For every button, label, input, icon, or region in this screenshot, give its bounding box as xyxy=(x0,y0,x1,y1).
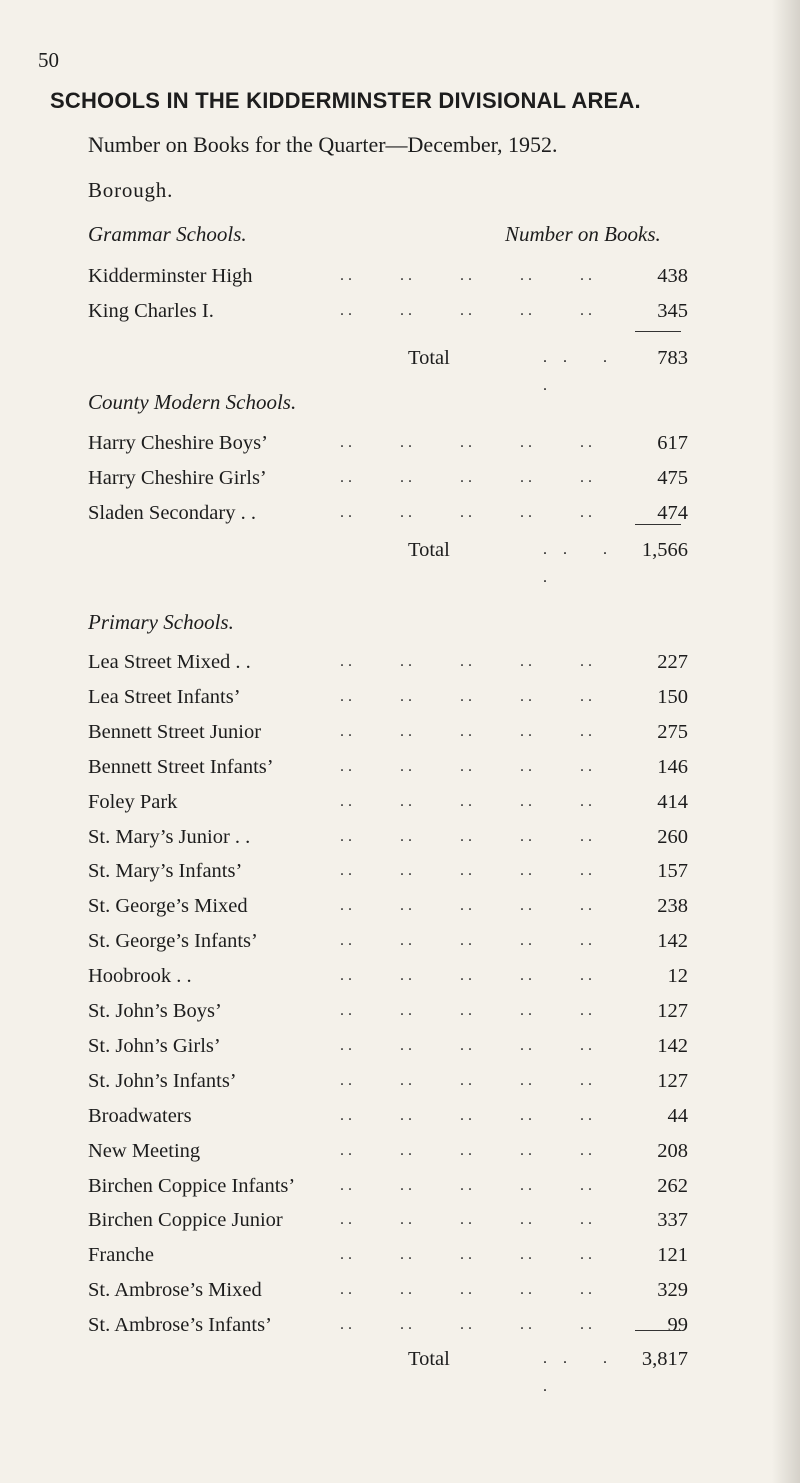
table-row xyxy=(88,297,688,325)
table-row xyxy=(88,429,688,457)
table-row xyxy=(88,1032,688,1060)
leader-dots: . . . . . . . . . . xyxy=(340,1036,592,1054)
leader-dots: . . . . . . . . . . xyxy=(340,722,592,740)
school-name: St. Ambrose’s Mixed xyxy=(88,1279,262,1302)
leader-dots: . . . . . . . . . . xyxy=(340,862,592,880)
leader-dots: . . . . . . . . . . xyxy=(340,687,592,705)
school-count: 44 xyxy=(667,1104,688,1127)
leader-dots: . . . . . . . . . . xyxy=(340,1211,592,1229)
leader-dots: . . . . xyxy=(543,349,613,394)
table-row xyxy=(88,683,688,711)
document-heading: SCHOOLS IN THE KIDDERMINSTER DIVISIONAL AREA. xyxy=(50,88,641,113)
leader-dots: . . . . . . . . . . xyxy=(340,1071,592,1089)
leader-dots: . . . . xyxy=(543,541,613,586)
school-count: 617 xyxy=(657,432,688,454)
school-count: 208 xyxy=(657,1139,688,1162)
section-title-county-modern: County Modern Schools. xyxy=(88,390,297,414)
table-row xyxy=(88,788,688,816)
table-row xyxy=(88,962,688,990)
school-name: New Meeting xyxy=(88,1139,201,1162)
leader-dots: . . . . . . . . . . xyxy=(340,827,592,845)
school-name: Kidderminster High xyxy=(88,265,253,287)
school-count: 157 xyxy=(657,860,688,883)
school-name: St. John’s Girls’ xyxy=(88,1034,221,1057)
table-row xyxy=(88,262,688,290)
school-name: St. Ambrose’s Infants’ xyxy=(88,1314,272,1337)
total-label: Total xyxy=(408,347,450,369)
total-rule xyxy=(635,331,681,332)
school-name: Bennett Street Infants’ xyxy=(88,755,274,778)
table-row xyxy=(88,892,688,920)
table-row xyxy=(88,997,688,1025)
school-name: Franche xyxy=(88,1244,155,1267)
school-name: Lea Street Mixed . . xyxy=(88,651,251,673)
leader-dots: . . . . . . . . . . xyxy=(340,653,592,670)
school-count: 345 xyxy=(657,300,688,322)
school-count: 438 xyxy=(657,265,688,287)
school-count: 121 xyxy=(657,1244,688,1267)
table-row xyxy=(88,718,688,746)
school-name: Hoobrook . . xyxy=(88,965,192,988)
table-row xyxy=(88,1067,688,1095)
school-name: Birchen Coppice Infants’ xyxy=(88,1174,296,1197)
table-row xyxy=(88,1241,688,1269)
school-count: 329 xyxy=(657,1279,688,1302)
school-count: 127 xyxy=(657,1069,688,1092)
total-row xyxy=(88,344,688,394)
document-subheading: Number on Books for the Quarter—December, 1952. xyxy=(88,132,558,157)
table-row xyxy=(88,857,688,885)
table-row xyxy=(88,927,688,955)
school-count: 146 xyxy=(657,755,688,778)
page-edge-shadow xyxy=(772,0,800,1483)
school-count: 414 xyxy=(657,790,688,813)
school-name: St. George’s Mixed xyxy=(88,895,248,918)
school-count: 238 xyxy=(657,895,688,918)
leader-dots: . . . . . . . . . . xyxy=(340,469,592,486)
school-count: 474 xyxy=(657,502,688,524)
school-name: St. Mary’s Junior . . xyxy=(88,825,251,848)
leader-dots: . . . . . . . . . . xyxy=(340,1246,592,1264)
leader-dots: . . . . . . . . . . xyxy=(340,302,592,319)
table-row xyxy=(88,1102,688,1130)
total-label: Total xyxy=(408,539,450,561)
total-row xyxy=(88,1345,688,1395)
number-on-books-header: Number on Books. xyxy=(505,222,661,246)
table-row xyxy=(88,823,688,851)
total-row xyxy=(88,536,688,586)
leader-dots: . . . . . . . . . . xyxy=(340,504,592,521)
school-count: 99 xyxy=(667,1314,688,1337)
section-title-primary: Primary Schools. xyxy=(88,610,234,634)
school-name: Bennett Street Junior xyxy=(88,720,262,743)
school-count: 337 xyxy=(657,1209,688,1232)
section-title-grammar: Grammar Schools. xyxy=(88,222,247,246)
leader-dots: . . . . . . . . . . xyxy=(340,1281,592,1299)
school-count: 227 xyxy=(657,651,688,673)
leader-dots: . . . . . . . . . . xyxy=(340,1002,592,1019)
school-name: St. John’s Infants’ xyxy=(88,1069,237,1092)
school-name: Foley Park xyxy=(88,790,178,813)
total-value: 1,566 xyxy=(641,539,688,561)
school-name: St. Mary’s Infants’ xyxy=(88,860,243,883)
leader-dots: . . . . . . . . . . xyxy=(340,897,592,915)
borough-label: Borough. xyxy=(88,178,174,202)
school-count: 260 xyxy=(657,825,688,848)
leader-dots: . . . . . . . . . . xyxy=(340,757,592,775)
leader-dots: . . . . . . . . . . xyxy=(340,1106,592,1124)
school-count: 12 xyxy=(667,965,688,988)
table-row xyxy=(88,1311,688,1339)
leader-dots: . . . . . . . . . . xyxy=(340,932,592,950)
table-row xyxy=(88,464,688,492)
school-name: Broadwaters xyxy=(88,1104,192,1127)
total-value: 3,817 xyxy=(641,1348,688,1370)
table-row xyxy=(88,1137,688,1165)
school-count: 127 xyxy=(657,1000,688,1022)
school-count: 150 xyxy=(657,685,688,708)
school-name: Lea Street Infants’ xyxy=(88,685,241,708)
table-row xyxy=(88,1172,688,1200)
table-row xyxy=(88,1206,688,1234)
school-name: King Charles I. xyxy=(88,300,214,322)
table-row xyxy=(88,648,688,676)
leader-dots: . . . . . . . . . . xyxy=(340,1316,592,1334)
school-count: 262 xyxy=(657,1174,688,1197)
leader-dots: . . . . . . . . . . xyxy=(340,792,592,810)
school-name: Sladen Secondary . . xyxy=(88,502,256,524)
total-value: 783 xyxy=(657,347,688,369)
leader-dots: . . . . . . . . . . xyxy=(340,967,592,985)
school-name: Harry Cheshire Boys’ xyxy=(88,432,268,454)
school-count: 475 xyxy=(657,467,688,489)
page-number: 50 xyxy=(38,48,59,72)
table-row xyxy=(88,753,688,781)
school-name: Harry Cheshire Girls’ xyxy=(88,467,267,489)
table-row xyxy=(88,1276,688,1304)
leader-dots: . . . . . . . . . . xyxy=(340,1141,592,1159)
leader-dots: . . . . . . . . . . xyxy=(340,1176,592,1194)
total-rule xyxy=(635,524,681,525)
school-count: 275 xyxy=(657,720,688,743)
school-count: 142 xyxy=(657,1034,688,1057)
leader-dots: . . . . . . . . . . xyxy=(340,434,592,451)
school-name: Birchen Coppice Junior xyxy=(88,1209,283,1232)
school-name: St. John’s Boys’ xyxy=(88,1000,222,1022)
school-name: St. George’s Infants’ xyxy=(88,930,258,953)
table-row xyxy=(88,499,688,527)
leader-dots: . . . . . . . . . . xyxy=(340,267,592,284)
school-count: 142 xyxy=(657,930,688,953)
total-rule xyxy=(635,1330,681,1331)
total-label: Total xyxy=(408,1348,450,1370)
leader-dots: . . . . xyxy=(543,1350,613,1395)
